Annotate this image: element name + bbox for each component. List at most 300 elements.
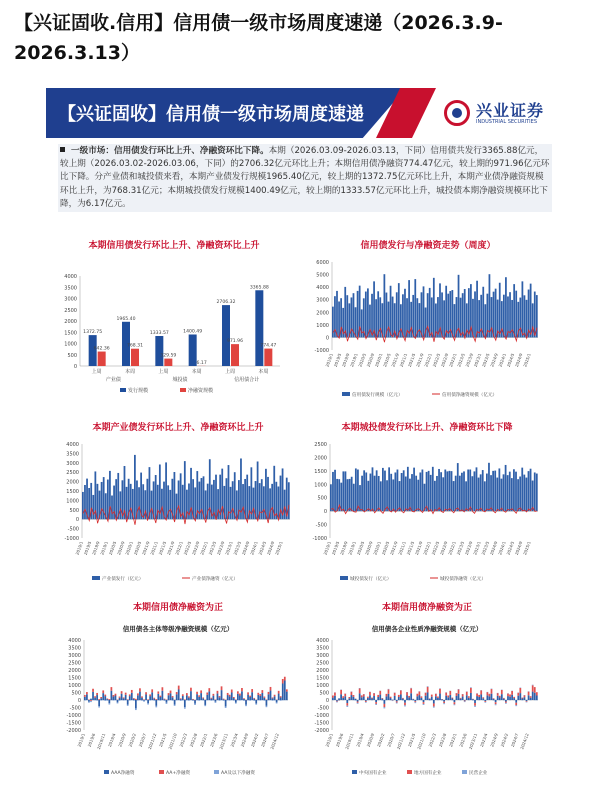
c1-ytick: 500 (67, 352, 77, 359)
c4-bar (474, 471, 476, 511)
c5-bar (182, 694, 184, 696)
c5-bar (188, 700, 190, 701)
c6-bar (439, 694, 441, 700)
c5-bar (164, 699, 166, 700)
c5-bar (127, 700, 129, 705)
c5-bar (98, 706, 100, 707)
c5-bar (278, 691, 280, 694)
c2-xtick: 2020/5 (357, 352, 367, 368)
c5-bar (255, 700, 257, 703)
c1-xtick: 上周 (224, 369, 236, 375)
c2-xtick: 2019/9 (340, 352, 351, 368)
c5-bar (282, 679, 284, 684)
c6-bar (392, 700, 394, 701)
c3-xtick: 2020/1 (124, 540, 134, 556)
logo-name-en: INDUSTRIAL SECURITIES (476, 119, 537, 125)
c3-xtick: 2022/5 (182, 540, 193, 556)
c6-bar (534, 687, 536, 693)
c4-bar (444, 470, 446, 512)
c6-bar (451, 698, 453, 699)
c2-bar (522, 281, 524, 337)
c4-bar (526, 478, 528, 512)
c5-bar (108, 700, 110, 703)
c6-bar (373, 696, 375, 700)
c4-bar (536, 474, 538, 512)
c5-bar (286, 692, 288, 700)
c6-bar (396, 701, 398, 702)
c5-bar (202, 697, 204, 698)
c1-bar (98, 352, 106, 366)
c6-bar (429, 699, 431, 700)
c2-bar (532, 303, 534, 337)
c6-bar (414, 702, 416, 703)
c4-bar (501, 479, 503, 511)
c5-bar (102, 693, 104, 700)
c5-bar (137, 695, 139, 700)
c4-bar (528, 471, 530, 511)
c5-bar (151, 689, 153, 692)
c4-bar (426, 472, 428, 511)
c5-ytick: -2000 (66, 728, 81, 734)
c6-ytick: 2500 (316, 660, 329, 667)
c3-xtick: 2020/5 (132, 540, 143, 556)
c6-bar (505, 700, 507, 702)
c6-bar (394, 696, 396, 700)
chart-4-svg (306, 436, 548, 594)
c6-bar (348, 698, 350, 700)
c6-bar (386, 694, 388, 697)
c4-bar (349, 479, 351, 511)
c3-bar (253, 488, 255, 520)
c5-bar (176, 692, 178, 694)
c6-bar (342, 698, 344, 700)
c6-bar (503, 698, 505, 699)
c4-bar (430, 475, 432, 511)
c5-xtick: 2019/1 (76, 732, 86, 748)
c5-bar (137, 693, 139, 695)
c2-legend-label: 信用债净融资规模（亿元） (442, 393, 498, 398)
c4-xtick: 2020/1 (372, 540, 382, 556)
c6-bar (476, 696, 478, 700)
c6-bar (361, 697, 363, 700)
c5-bar (184, 699, 186, 700)
c4-bar (397, 470, 399, 512)
c4-bar (407, 467, 409, 511)
c6-xtick: 2020/7 (386, 732, 396, 748)
c4-bar (494, 471, 496, 512)
c5-bar (210, 699, 212, 700)
c6-ytick: -500 (317, 705, 329, 712)
c5-bar (257, 693, 259, 695)
c2-xtick: 2024/9 (513, 352, 524, 368)
c5-bar (141, 698, 143, 700)
c5-bar (196, 694, 198, 700)
c2-ytick: 2000 (316, 310, 329, 317)
c2-bar (476, 281, 478, 338)
c5-bar (180, 700, 182, 701)
c6-bar (447, 697, 449, 700)
c5-xtick: 2020/7 (137, 732, 148, 748)
c5-bar (272, 698, 274, 700)
c6-bar (456, 693, 458, 696)
c5-ytick: 0 (77, 698, 81, 704)
c6-bar (458, 690, 460, 694)
c2-xtick: 2020/1 (373, 352, 384, 368)
c5-bar (229, 696, 231, 700)
c6-bar (365, 702, 367, 703)
c5-bar (264, 700, 266, 701)
c4-bar (382, 468, 384, 511)
c2-ytick: 0 (325, 335, 329, 342)
c2-bar (402, 294, 404, 337)
c5-bar (133, 699, 135, 700)
c6-bar (381, 700, 383, 701)
c6-bar (416, 696, 418, 700)
c3-ytick: 2000 (66, 479, 79, 486)
c5-bar (239, 700, 241, 701)
c5-bar (117, 700, 119, 702)
c6-bar (507, 693, 509, 696)
c4-bar (384, 471, 386, 512)
c4-bar (417, 480, 419, 511)
c2-bar (373, 281, 375, 337)
c4-bar (413, 468, 415, 512)
c2-legend-label: 信用债发行规模（亿元） (352, 393, 403, 398)
c5-xtick: 2024/7 (260, 732, 270, 748)
c5-ytick: 3000 (68, 653, 81, 659)
c6-xtick: 2023/11 (467, 732, 479, 750)
chart-5-svg (58, 634, 298, 780)
c5-bar (125, 693, 127, 695)
c5-bar (115, 694, 117, 696)
c5-bar (137, 700, 139, 701)
c6-legend-label: 地方国有企业 (414, 771, 442, 776)
c4-bar (476, 467, 478, 511)
c2-bar (371, 294, 373, 338)
c5-xtick: 2022/3 (178, 732, 188, 748)
c6-bar (515, 703, 517, 705)
c6-bar (536, 696, 538, 701)
c5-bar (266, 706, 268, 707)
c6-bar (423, 702, 425, 704)
c1-data-label: 1965.40 (116, 316, 136, 322)
c6-bar (462, 697, 464, 700)
c5-bar (104, 696, 106, 700)
c5-bar (276, 700, 278, 702)
c6-legend-swatch (407, 770, 412, 774)
c3-bar (278, 486, 280, 519)
c5-bar (174, 705, 176, 706)
c2-xtick: 2021/9 (390, 352, 400, 368)
chart-1-title: 本期信用债发行环比上升、净融资环比上升 (88, 241, 260, 251)
c6-bar (491, 694, 493, 700)
c5-bar (253, 700, 255, 701)
c5-bar (255, 703, 257, 704)
c5-bar (108, 699, 110, 700)
c6-bar (357, 700, 359, 702)
c4-ytick: -1000 (312, 536, 327, 542)
c5-bar (98, 700, 100, 706)
banner-title: 【兴证固收】信用债一级市场周度速递 (58, 104, 364, 125)
c4-bar (388, 467, 390, 511)
c4-xtick: 2021/9 (389, 540, 399, 556)
c2-bar (445, 286, 447, 338)
c2-xtick: 2023/9 (464, 352, 475, 368)
c5-bar (127, 699, 129, 700)
c4-xtick: 2024/9 (488, 540, 499, 556)
c5-bar (153, 700, 155, 701)
c3-legend-label: 产业债净融资（亿元） (192, 577, 238, 582)
c6-bar (388, 694, 390, 700)
c5-bar (153, 699, 155, 700)
c4-bar (440, 472, 442, 511)
c6-bar (474, 703, 476, 706)
c1-ytick: 3000 (64, 296, 77, 303)
c5-bar (282, 684, 284, 701)
c4-bar (409, 479, 411, 511)
c6-bar (365, 701, 367, 702)
c3-bar (174, 472, 176, 519)
c3-bar (230, 487, 232, 519)
c5-bar (198, 695, 200, 697)
c5-bar (125, 695, 127, 700)
c5-xtick: 2021/5 (158, 732, 168, 748)
c6-bar (400, 694, 402, 700)
c6-bar (361, 695, 363, 697)
c2-ytick: 3000 (316, 297, 329, 304)
c4-bar (390, 474, 392, 511)
c6-bar (487, 692, 489, 695)
c5-bar (129, 696, 131, 700)
c6-bar (408, 697, 410, 700)
c4-bar (367, 481, 369, 511)
c6-xtick: 2019/11 (344, 732, 355, 750)
c1-data-label: 642.36 (93, 346, 110, 352)
c1-bar (164, 359, 172, 366)
c6-bar (493, 698, 495, 699)
c5-bar (261, 690, 263, 693)
c3-bar (88, 488, 90, 519)
c1-group-label: 信用债合计 (234, 377, 260, 383)
c5-ytick: -1500 (66, 720, 81, 727)
c6-bar (425, 696, 427, 700)
c5-xtick: 2022/8 (188, 732, 199, 748)
c5-bar (127, 705, 129, 706)
c5-bar (204, 700, 206, 705)
c6-bar (454, 704, 456, 705)
c2-bar (431, 297, 433, 337)
c6-bar (402, 698, 404, 699)
c3-xtick: 2025/1 (274, 540, 284, 556)
c6-bar (511, 695, 513, 700)
c5-bar (196, 692, 198, 694)
c2-bar (513, 284, 515, 337)
c2-bar (400, 304, 402, 337)
c3-xtick: 2019/1 (99, 540, 109, 556)
c6-bar (522, 698, 524, 699)
c5-bar (164, 699, 166, 700)
c2-bar (338, 301, 340, 337)
c4-bar (471, 476, 473, 511)
c6-bar (346, 703, 348, 706)
c6-bar (396, 703, 398, 704)
c2-bar (464, 289, 466, 337)
c4-xtick: 2021/1 (397, 540, 407, 556)
c2-bar (423, 286, 425, 337)
c6-ytick: 1500 (316, 675, 329, 682)
c3-bar (151, 491, 153, 520)
c5-xtick: 2020/2 (127, 732, 137, 748)
c6-bar (466, 695, 468, 700)
c4-ytick: 500 (317, 495, 327, 502)
c6-bar (404, 703, 406, 706)
c4-xtick: 2024/1 (497, 540, 507, 556)
c5-legend-swatch (104, 770, 109, 774)
c4-bar (480, 474, 482, 511)
c2-bar (355, 307, 357, 337)
c4-bar (394, 472, 396, 511)
c5-bar (219, 697, 221, 700)
c2-bar (404, 289, 406, 338)
c5-bar (129, 700, 131, 701)
c1-legend-swatch (120, 388, 126, 392)
c4-xtick: 2019/5 (330, 540, 341, 556)
c5-bar (100, 697, 102, 698)
c5-bar (184, 707, 186, 709)
c6-bar (443, 700, 445, 702)
c4-bar (359, 485, 361, 511)
c5-bar (159, 697, 161, 700)
c4-xtick: 2021/9 (413, 540, 424, 556)
c5-bar (213, 700, 215, 701)
c2-bar (412, 295, 414, 337)
c5-bar (111, 687, 113, 691)
c6-bar (515, 705, 517, 706)
c6-bar (456, 696, 458, 700)
c4-bar (340, 483, 342, 511)
c3-ytick: 500 (69, 507, 79, 514)
c5-bar (88, 700, 90, 702)
c3-bar (205, 490, 207, 519)
c6-bar (534, 693, 536, 700)
c3-bar (161, 489, 163, 519)
c6-bar (460, 698, 462, 699)
c2-xtick: 2022/1 (448, 352, 458, 368)
c5-bar (194, 700, 196, 704)
c5-bar (157, 691, 159, 693)
c1-ytick: 2500 (64, 307, 77, 314)
c5-bar (235, 703, 237, 704)
c6-bar (336, 700, 338, 701)
c6-bar (437, 698, 439, 700)
c3-bar (228, 465, 230, 519)
c2-bar (332, 307, 334, 338)
c6-bar (410, 688, 412, 693)
c4-bar (503, 474, 505, 511)
c6-bar (406, 696, 408, 701)
c4-bar (534, 472, 536, 511)
c5-bar (182, 696, 184, 700)
c5-xtick: 2023/6 (209, 732, 219, 748)
c6-bar (437, 697, 439, 698)
c5-bar (280, 696, 282, 697)
chart-5-title: 本期信用债净融资为正 (132, 603, 223, 613)
c3-bar (246, 475, 248, 520)
c6-bar (355, 700, 357, 701)
c5-bar (247, 695, 249, 700)
c4-bar (463, 471, 465, 511)
c6-bar (460, 699, 462, 700)
c3-bar (111, 496, 113, 520)
c6-bar (474, 706, 476, 707)
c5-bar (155, 699, 157, 700)
c5-bar (194, 704, 196, 705)
c1-bar (231, 344, 239, 366)
c5-bar (270, 687, 272, 691)
c5-bar (188, 698, 190, 700)
c6-bar (357, 703, 359, 704)
c2-xtick: 2021/1 (398, 352, 409, 368)
c6-bar (526, 700, 528, 701)
company-logo (444, 98, 554, 130)
c6-bar (491, 689, 493, 694)
c6-bar (517, 696, 519, 700)
c6-bar (336, 701, 338, 702)
c6-bar (404, 700, 406, 703)
c5-xtick: 2020/9 (117, 732, 127, 748)
c3-ytick: 1500 (66, 489, 79, 495)
c6-bar (497, 696, 499, 700)
c2-bar (515, 291, 517, 338)
c5-bar (172, 697, 174, 700)
c5-bar (133, 700, 135, 701)
c4-bar (345, 471, 347, 511)
c5-bar (261, 693, 263, 700)
c2-bar (482, 287, 484, 338)
c6-ytick: 1000 (316, 683, 329, 689)
c3-bar (284, 490, 286, 520)
c5-bar (217, 694, 219, 700)
c1-legend-label: 发行规模 (128, 388, 149, 394)
c4-bar (442, 477, 444, 511)
c4-bar (422, 470, 424, 512)
c2-bar (530, 284, 532, 338)
c5-bar (166, 703, 168, 704)
c5-bar (270, 691, 272, 700)
c2-bar (357, 291, 359, 338)
c3-xtick: 2020/9 (116, 540, 126, 556)
c2-bar (503, 295, 505, 338)
c2-bar (509, 292, 511, 337)
c3-bar (119, 491, 121, 519)
c5-bar (131, 690, 133, 693)
c6-ytick: -2000 (314, 728, 329, 734)
c6-bar (377, 695, 379, 697)
c5-bar (123, 697, 125, 698)
c6-ytick: 0 (325, 698, 329, 704)
c5-bar (90, 700, 92, 701)
c6-bar (454, 702, 456, 704)
c2-xtick: 2022/5 (431, 352, 442, 368)
c6-bar (489, 696, 491, 700)
c4-bar (488, 463, 490, 511)
c4-bar (492, 471, 494, 511)
c3-xtick: 2020/5 (107, 540, 118, 556)
logo-name-cn: 兴业证券 (476, 101, 545, 120)
c2-bar (410, 302, 412, 338)
c6-bar (344, 696, 346, 700)
c6-bar (484, 701, 486, 702)
